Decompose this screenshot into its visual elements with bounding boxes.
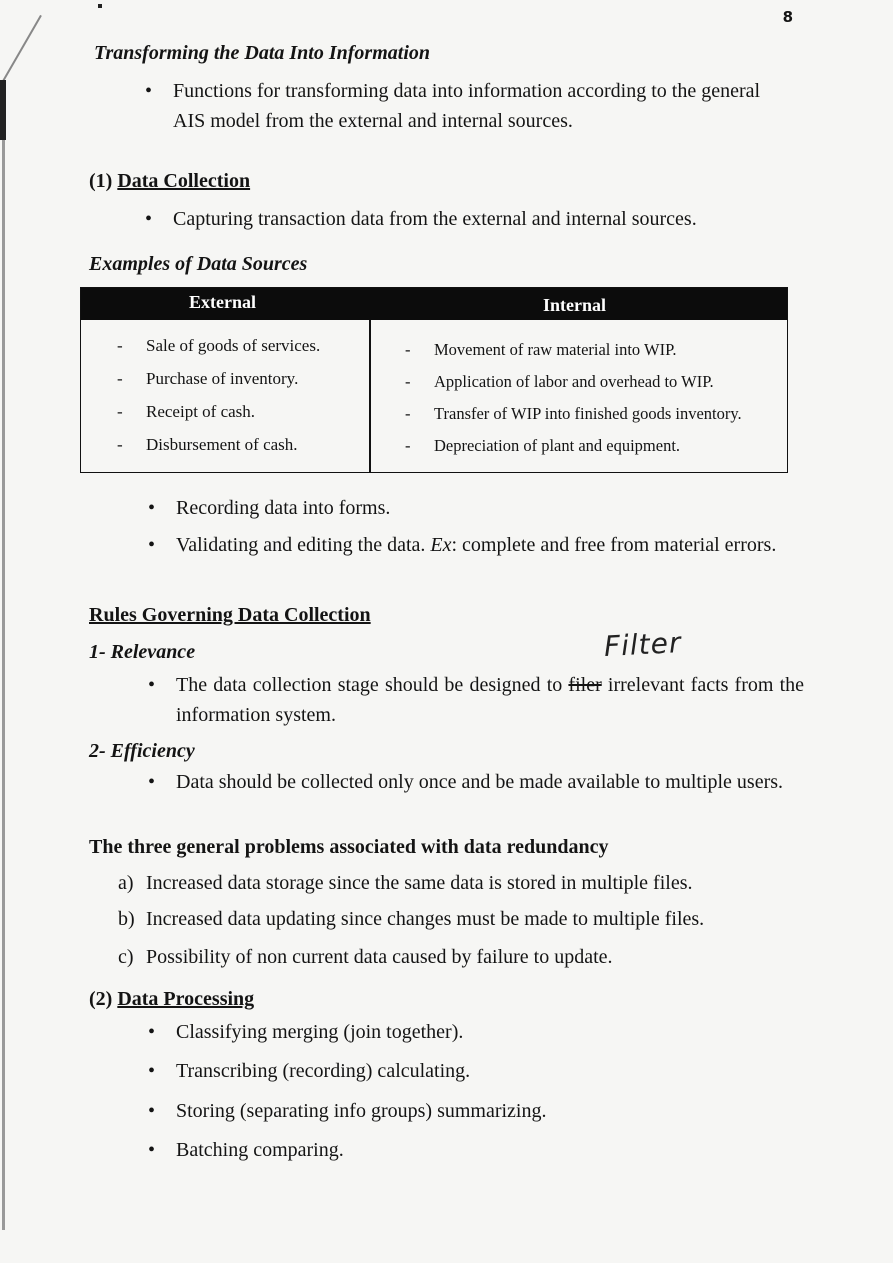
section-transform-title: Transforming the Data Into Information	[94, 42, 431, 64]
table-header	[81, 288, 787, 320]
section-transform-bullet: • Functions for transforming data into information according to the general AIS model from the external and internal sources.	[173, 76, 788, 136]
relevance-bullet: • The data collection stage should be designed to filer irrelevant facts from the information system.	[176, 670, 804, 730]
table-column-divider	[369, 320, 371, 472]
external-item: Sale of goods of services.	[146, 336, 321, 355]
struck-word: filer	[568, 674, 602, 696]
processing-bullet: • Transcribing (recording) calculating.	[176, 1056, 470, 1086]
data-collection-heading	[89, 170, 250, 193]
data-collection-title: Data Collection	[117, 170, 251, 192]
data-processing-title: Data Processing	[117, 988, 255, 1010]
data-processing-prefix: (2)	[89, 988, 113, 1010]
recording-bullet: • Recording data into forms.	[176, 493, 390, 523]
internal-item: Transfer of WIP into finished goods inventory.	[434, 404, 742, 423]
data-processing-heading	[89, 988, 254, 1011]
data-sources-table: External Internal - Sale of goods of services. - Purchase of inventory. - Receipt of cash. - Disbursement of cash. - Movement of raw material into WIP. - Application of labor and overhead to WIP. - Transfer of WIP into finished goods inventory. - Depreciation of plant and equipment.	[80, 287, 788, 473]
external-item: Purchase of inventory.	[146, 369, 299, 388]
scan-edge-line	[2, 140, 5, 1230]
external-item: Receipt of cash.	[146, 402, 256, 421]
page-number: 8	[782, 8, 793, 26]
external-item: Disbursement of cash.	[146, 435, 298, 454]
examples-title: Examples of Data Sources	[89, 253, 308, 275]
handwritten-note: Filter	[603, 625, 683, 664]
efficiency-title: 2- Efficiency	[89, 740, 195, 762]
speck	[98, 4, 102, 8]
processing-bullet: • Classifying merging (join together).	[176, 1017, 463, 1047]
list-item: b) Increased data updating since changes must be made to multiple files.	[118, 908, 705, 930]
scan-scratch	[0, 15, 42, 85]
relevance-title: 1- Relevance	[89, 641, 196, 663]
data-collection-bullet: • Capturing transaction data from the external and internal sources.	[173, 204, 773, 234]
rules-title: Rules Governing Data Collection	[89, 604, 371, 626]
header-external: External	[189, 292, 256, 312]
data-collection-prefix: (1)	[89, 170, 113, 192]
internal-item: Movement of raw material into WIP.	[434, 340, 677, 359]
internal-item: Application of labor and overhead to WIP.	[434, 372, 714, 391]
example-abbrev: Ex	[430, 534, 452, 556]
list-item: a) Increased data storage since the same data is stored in multiple files.	[118, 872, 693, 894]
processing-bullet: • Batching comparing.	[176, 1135, 344, 1165]
efficiency-bullet: • Data should be collected only once and be made available to multiple users.	[176, 767, 808, 797]
list-item: c) Possibility of non current data caused by failure to update.	[118, 946, 613, 968]
internal-item: Depreciation of plant and equipment.	[434, 436, 681, 455]
header-internal: Internal	[543, 295, 606, 315]
scan-edge-shadow	[0, 80, 6, 140]
validating-bullet: • Validating and editing the data. Ex: complete and free from material errors.	[176, 530, 800, 560]
processing-bullet: • Storing (separating info groups) summarizing.	[176, 1096, 547, 1126]
redundancy-title: The three general problems associated with data redundancy	[89, 836, 609, 858]
